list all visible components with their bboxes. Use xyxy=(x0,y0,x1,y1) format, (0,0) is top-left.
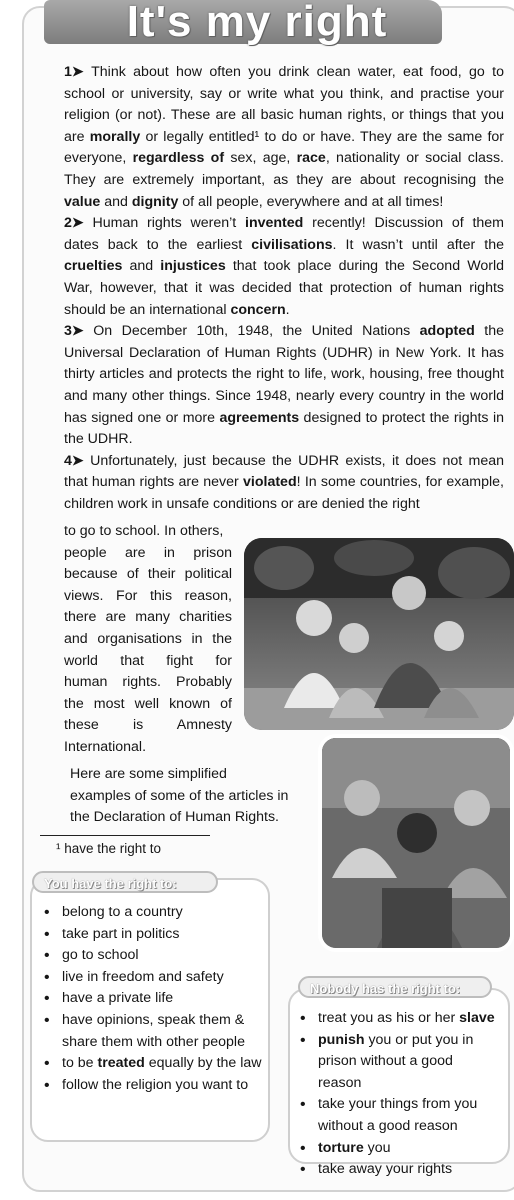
keyword: violated xyxy=(243,474,297,491)
you-have-the-right-box xyxy=(30,878,270,1142)
wrapped-line: to go to school. In others, xyxy=(64,523,224,539)
text-run: you xyxy=(363,1139,391,1156)
text-run: live in freedom and safety xyxy=(62,968,224,985)
family-photo xyxy=(244,538,514,730)
paragraph-1 xyxy=(64,62,504,213)
wrapped-line: there are many charities xyxy=(64,609,232,626)
intro-line: examples of some of the articles in xyxy=(70,787,289,804)
intro-line: Here are some simplified xyxy=(70,766,227,782)
bullet-item xyxy=(300,1159,500,1181)
text-run: take away your rights xyxy=(318,1161,453,1178)
bullet-item xyxy=(44,1010,262,1053)
bullet-item xyxy=(300,1094,500,1137)
text-run: go to school xyxy=(62,947,139,964)
keyword: concern xyxy=(230,301,286,318)
text-run: Unfortunately, just because the UDHR exists, it does not mean that human rights are never xyxy=(64,452,504,491)
text-run: recently! Discussion of them dates back to the earliest xyxy=(64,215,504,253)
text-run: equally by the law xyxy=(144,1055,262,1072)
keyword: value xyxy=(64,193,101,210)
wrapped-line: the most well known of xyxy=(64,695,232,712)
wrapped-line: and organisations in the xyxy=(64,630,232,647)
keyword: treated xyxy=(97,1055,145,1072)
text-run: and xyxy=(122,258,161,275)
wrapped-line: people are in prison xyxy=(64,544,232,561)
text-run: or legally entitled¹ to do or have. They are the same for everyone, xyxy=(64,128,505,167)
keyword: agreements xyxy=(219,409,300,426)
text-run: of all people, everywhere and at all times! xyxy=(178,193,444,210)
intro-text xyxy=(70,764,320,829)
text-run: take part in politics xyxy=(62,925,180,942)
footnote-rule xyxy=(40,835,210,836)
keyword: slave xyxy=(459,1010,495,1026)
bullet-item xyxy=(44,1075,262,1097)
text-run: treat you as his or her xyxy=(318,1010,460,1026)
keyword: civilisations xyxy=(251,236,333,253)
wrapped-line: these is Amnesty xyxy=(64,717,232,734)
wrapped-line: because of their political xyxy=(64,566,232,583)
wrapped-line: views. For this reason, xyxy=(64,587,232,604)
keyword: 2➤ xyxy=(64,215,93,232)
bullet-item xyxy=(44,902,262,924)
text-run: follow the religion you want to xyxy=(62,1076,249,1093)
nobody-has-the-right-list xyxy=(300,1008,500,1181)
nobody-has-the-right-label: Nobody has the right to: xyxy=(298,976,492,998)
bullet-item xyxy=(300,1138,500,1160)
text-run: . xyxy=(285,301,290,318)
keyword: 4➤ xyxy=(64,452,91,469)
text-run: that took place during the Second World War, however, that it was decided that protection of human rights should be an international xyxy=(64,258,504,318)
text-run: and xyxy=(100,193,132,210)
paragraph-2 xyxy=(64,213,504,321)
bullet-item xyxy=(44,945,262,967)
children-photo xyxy=(318,734,514,952)
wrapped-line: world that fight for xyxy=(64,652,232,669)
keyword: torture xyxy=(318,1139,364,1156)
keyword: injustices xyxy=(160,258,226,275)
text-run: , nationality or social class. They are extremely important, as they are about recognising the xyxy=(64,150,504,188)
keyword: invented xyxy=(245,215,304,232)
wrapped-line: human rights. Probably xyxy=(64,674,232,691)
text-run: sex, age, xyxy=(224,150,297,167)
you-have-the-right-list xyxy=(44,902,262,1096)
bullet-item xyxy=(300,1008,500,1030)
text-run: you or put you in prison without a good reason xyxy=(318,1031,474,1091)
bullet-item xyxy=(44,967,262,989)
text-run: On December 10th, 1948, the United Nations xyxy=(93,323,420,340)
article-body xyxy=(64,62,504,515)
wrapped-line: International. xyxy=(64,738,147,755)
page-title: It's my right xyxy=(126,0,388,46)
nobody-has-the-right-box xyxy=(288,988,510,1178)
text-run: to be xyxy=(62,1055,98,1072)
article-wrapped-text xyxy=(64,521,232,759)
bullet-item xyxy=(300,1030,500,1095)
paragraph-4 xyxy=(64,451,504,516)
keyword: 3➤ xyxy=(64,323,94,340)
text-run: designed to protect the rights in the UDHR. xyxy=(64,409,504,448)
text-run: belong to a country xyxy=(62,904,183,920)
keyword: race xyxy=(296,150,326,167)
keyword: morally xyxy=(89,128,141,145)
keyword: regardless of xyxy=(132,150,225,167)
bullet-item xyxy=(44,924,262,946)
text-run: Think about how often you drink clean water, eat food, go to school or university, say or write what you think, and practise your religion (or not). These are all basic human rights, or things that you are xyxy=(64,64,504,145)
footnote: ¹ have the right to xyxy=(56,841,162,856)
text-run: ! In some countries, for example, children work in unsafe conditions or are denied the right xyxy=(64,474,504,512)
keyword: adopted xyxy=(419,323,475,340)
intro-line: the Declaration of Human Rights. xyxy=(70,809,279,826)
text-run: take your things from you without a good reason xyxy=(318,1096,478,1134)
you-have-the-right-label: You have the right to: xyxy=(32,871,218,893)
keyword: punish xyxy=(318,1031,365,1048)
keyword: 1➤ xyxy=(64,64,92,80)
bullet-item xyxy=(44,988,262,1010)
text-run: . It wasn’t until after the xyxy=(332,236,504,253)
keyword: dignity xyxy=(131,193,179,210)
bullet-item xyxy=(44,1053,262,1075)
text-run: Human rights weren’t xyxy=(92,215,245,232)
keyword: cruelties xyxy=(64,258,123,275)
text-run: have a private life xyxy=(62,990,174,1007)
text-run: the Universal Declaration of Human Rights (UDHR) in New York. It has thirty articles and protects the right to life, work, housing, free thought and many other things. Since 1948, nearly every country in the world has signed one or more xyxy=(64,323,504,426)
paragraph-3 xyxy=(64,321,504,451)
text-run: have opinions, speak them & share them with other people xyxy=(62,1011,245,1050)
